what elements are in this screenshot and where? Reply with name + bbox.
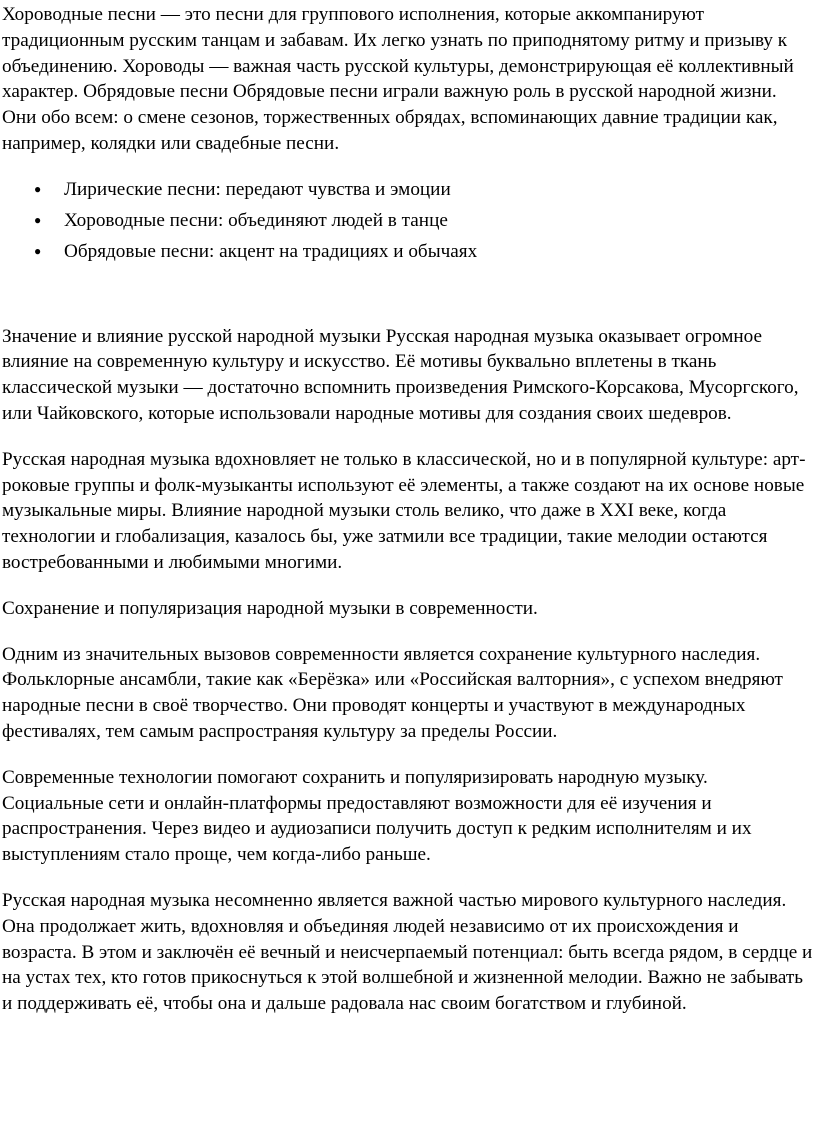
bullet-icon: ● xyxy=(34,181,42,196)
bullet-icon: ● xyxy=(34,213,42,228)
bullet-list xyxy=(2,177,814,265)
empty-line xyxy=(2,271,814,324)
paragraph-conclusion: Русская народная музыка несомненно является важной частью мирового культурного наследия. Она продолжает жить, вдохновляя и объединяя людей независимо от их происхождения и возраста. В этом и заключён её вечный и неисчерпаемый потенциал: быть всегда рядом, в сердце и на устах тех, кто готов прикоснуться к этой волшебной и жизненной мелодии. Важно не забывать и поддерживать её, чтобы она и дальше радовала нас своим богатством и глубиной. xyxy=(2,890,813,1015)
list-item-text: Лирические песни: передают чувства и эмоции xyxy=(64,178,451,200)
paragraph-popular-culture: Русская народная музыка вдохновляет не только в классической, но и в популярной культуре: арт-роковые группы и фолк-музыканты используют её элементы, а также создают на их основе новые музыкальные миры. Влияние народной музыки столь велико, что даже в XXI веке, когда технологии и глобализация, казалось бы, уже затмили все традиции, такие мелодии остаются востребованными и любимыми многими. xyxy=(2,448,806,574)
list-item xyxy=(34,239,814,265)
intro-paragraph: Хороводные песни — это песни для группового исполнения, которые аккомпанируют традиционным русским танцам и забавам. Их легко узнать по приподнятому ритму и призыву к объединению. Хороводы — важная часть русской культуры, демонстрирующая её коллективный характер. Обрядовые песни Обрядовые песни играли важную роль в русской народной жизни. Они обо всем: о смене сезонов, торжественных обрядах, вспоминающих давние традиции как, например, колядки или свадебные песни. xyxy=(2,4,794,154)
list-item-text: Обрядовые песни: акцент на традициях и обычаях xyxy=(64,241,478,263)
paragraph-technology: Современные технологии помогают сохранить и популяризировать народную музыку. Социальные сети и онлайн-платформы предоставляют возможности для её изучения и распространения. Через видео и аудиозаписи получить доступ к редким исполнителям и их выступлениям стало проще, чем когда-либо раньше. xyxy=(2,766,752,866)
paragraph-influence: Значение и влияние русской народной музыки Русская народная музыка оказывает огромное влияние на современную культуру и искусство. Её мотивы буквально вплетены в ткань классической музыки — достаточно вспомнить произведения Римского-Корсакова, Мусоргского, или Чайковского, которые использовали народные мотивы для создания своих шедевров. xyxy=(2,325,799,425)
bullet-icon: ● xyxy=(34,244,42,259)
list-item-text: Хороводные песни: объединяют людей в танце xyxy=(64,210,448,232)
list-item xyxy=(34,208,814,234)
paragraph-heritage: Одним из значительных вызовов современности является сохранение культурного наследия. Фольклорные ансамбли, такие как «Берёзка» или «Российская валторния», с успехом внедряют народные песни в своё творчество. Они проводят концерты и участвуют в международных фестивалях, тем самым распространяя культуру за пределы России. xyxy=(2,643,783,743)
list-item xyxy=(34,177,814,203)
paragraph-preservation-heading: Сохранение и популяризация народной музыки в современности. xyxy=(2,597,538,619)
